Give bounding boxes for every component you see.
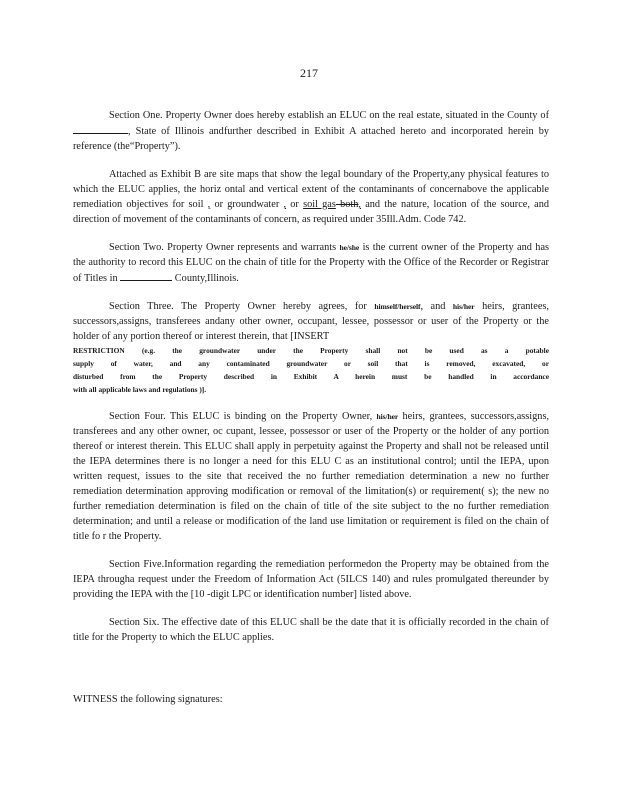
his-her-field: his/her [452,302,475,311]
recorder-county-blank-line [120,270,172,281]
both-struck-text: both [335,199,359,210]
owner-pronoun-field: he/she [339,243,360,252]
exhibit-b-text-a: Attached as Exhibit B are site maps that show the legal boundary of the Property,any physical features to which the ELUC applies, the horiz ontal and vertical extent of the contaminants of concernabove the applicable remediation objectives for soil [73,169,549,210]
section-one-text-b: , State of Illinois andfurther described in Exhibit A attached hereto and incorporated herein by reference (the“Property”). [73,126,549,152]
section-two-text-c: County,Illinois. [174,273,239,284]
soil-gas-underlined-text: soil gas [303,199,336,210]
exhibit-b-underlined-comma-2: , [283,199,287,210]
restriction-line-2: supply of water, and any contaminated groundwater or soil that is removed, excavated, or [73,359,549,368]
exhibit-b-text-b: or groundwater [210,199,280,210]
section-two-text-a: Section Two. Property Owner represents and warrants [109,242,337,253]
section-six-paragraph: Section Six. The effective date of this ELUC shall be the date that it is officially recorded in the chain of title for the Property to which the ELUC applies. [73,617,549,643]
section-four-paragraph [73,409,549,544]
page-number: 217 [300,66,318,80]
section-three-text-a: Section Three. The Property Owner hereby agrees, for [109,301,367,312]
section-two-paragraph [73,240,549,286]
exhibit-b-text-d: and the nature, location of the source, and direction of movement of the contaminants of concern, as required under 35Ill.Adm. Code 742. [73,199,550,225]
section-three-text-b: , and [420,301,446,312]
county-blank-line [73,123,128,134]
restriction-line-1: RESTRICTION (e.g. the groundwater under the Property shall not be used as a potable [73,346,549,355]
section-four-text-a: Section Four. This ELUC is binding on the Property Owner, [109,411,373,422]
section-four-text-b: heirs, grantees, successors,assigns, transferees and any other owner, oc cupant, lessee, possessor or user of the Property or the holder of any portion thereof or interest therein. This ELUC shall apply in perpetuity against the Property and shall not be released until the IEPA determines there is no longer a need for this ELU C as an institutional control; until the IEPA, upon written request, issues to the site that received the no further remediation determination a new no further remediation determination approving modification or removal of the limitation(s) or requirement( s); the new no further remediation determination is filed on the chain of title of the site subject to the no further remediation determination; and until a release or modification of the land use limitation or requirement is filed on the chain of title fo r the Property. [73,411,550,542]
restriction-line-4: with all applicable laws and regulations )]. [73,385,207,394]
section-one-paragraph [73,108,549,154]
section-one-text-a: Section One. Property Owner does hereby establish an ELUC on the real estate, situated in the County of [109,110,549,121]
document-body [73,108,549,658]
witness-line: WITNESS the following signatures: [73,694,223,705]
exhibit-b-underlined-comma-3: , [358,199,361,210]
exhibit-b-paragraph [73,167,549,227]
section-two-text-b: is the current owner of the Property and has the authority to record this ELUC on the chain of title for the Property with the Office of the Recorder or Registrar of Titles in [73,242,550,284]
section-three-text-c: heirs, grantees, successors,assigns, transferees andany other owner, occupant, lessee, possessor or user of the Property or the holder of any portion thereof or interest therein, that [INSERT [73,301,550,342]
exhibit-b-underlined-comma-1: , [207,199,211,210]
section-three-paragraph [73,299,549,396]
himself-herself-field: himself/herself [374,302,421,311]
section-five-paragraph: Section Five.Information regarding the remediation performedon the Property may be obtained from the IEPA througha request under the Freedom of Information Act (5ILCS 140) and rules promulgated thereunder by providing the IEPA with the [10 -digit LPC or identification number] listed above. [73,559,549,600]
section-four-his-her-field: his/her [376,412,399,421]
restriction-line-3: disturbed from the Property described in Exhibit A herein must be handled in accordance [73,372,549,381]
exhibit-b-text-c: or [286,199,299,210]
